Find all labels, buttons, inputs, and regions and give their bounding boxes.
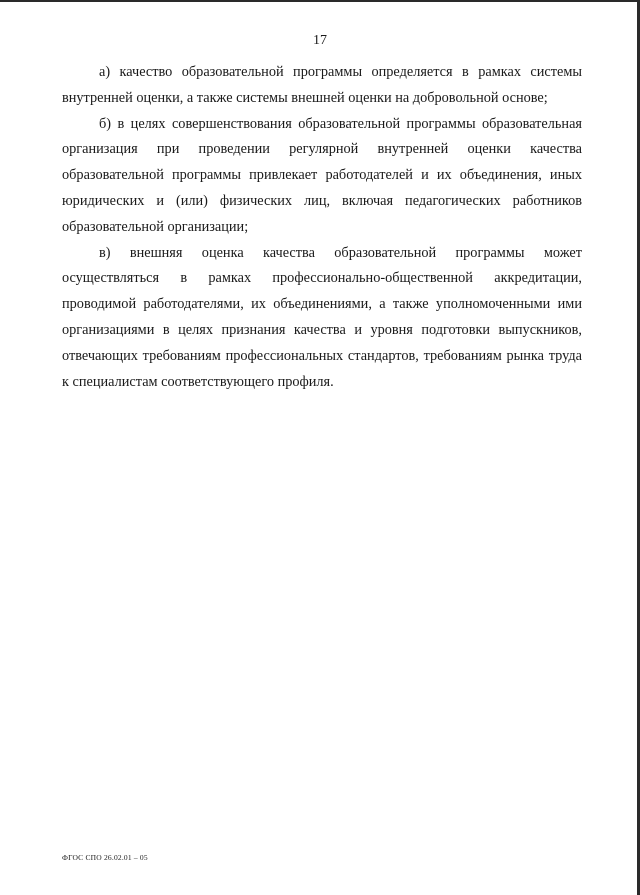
scan-edge-top bbox=[0, 0, 640, 2]
paragraph-v: в) внешняя оценка качества образовательной программы может осуществляться в рамках профессионально-общественной аккредитации, проводимой работодателями, их объединениями, а также уполномоченными ими организациями в целях признания качества и уровня подготовки выпускников, отвечающих требованиям профессиональных стандартов, требованиям рынка труда к специалистам соответствующего профиля. bbox=[62, 244, 582, 390]
paragraph-b: б) в целях совершенствования образовательной программы образовательная организация при проведении регулярной внутренней оценки качества образовательной программы привлекает работодателей и их объединения, иных юридических и (или) физических лиц, включая педагогических работников образовательной организации; bbox=[62, 115, 582, 235]
paragraph-a: а) качество образовательной программы определяется в рамках системы внутренней оценки, а также системы внешней оценки на добровольной основе; bbox=[62, 64, 582, 106]
document-body bbox=[62, 60, 582, 395]
page-number: 17 bbox=[313, 33, 327, 48]
document-code-footer: ФГОС СПО 26.02.01 – 05 bbox=[62, 853, 148, 862]
